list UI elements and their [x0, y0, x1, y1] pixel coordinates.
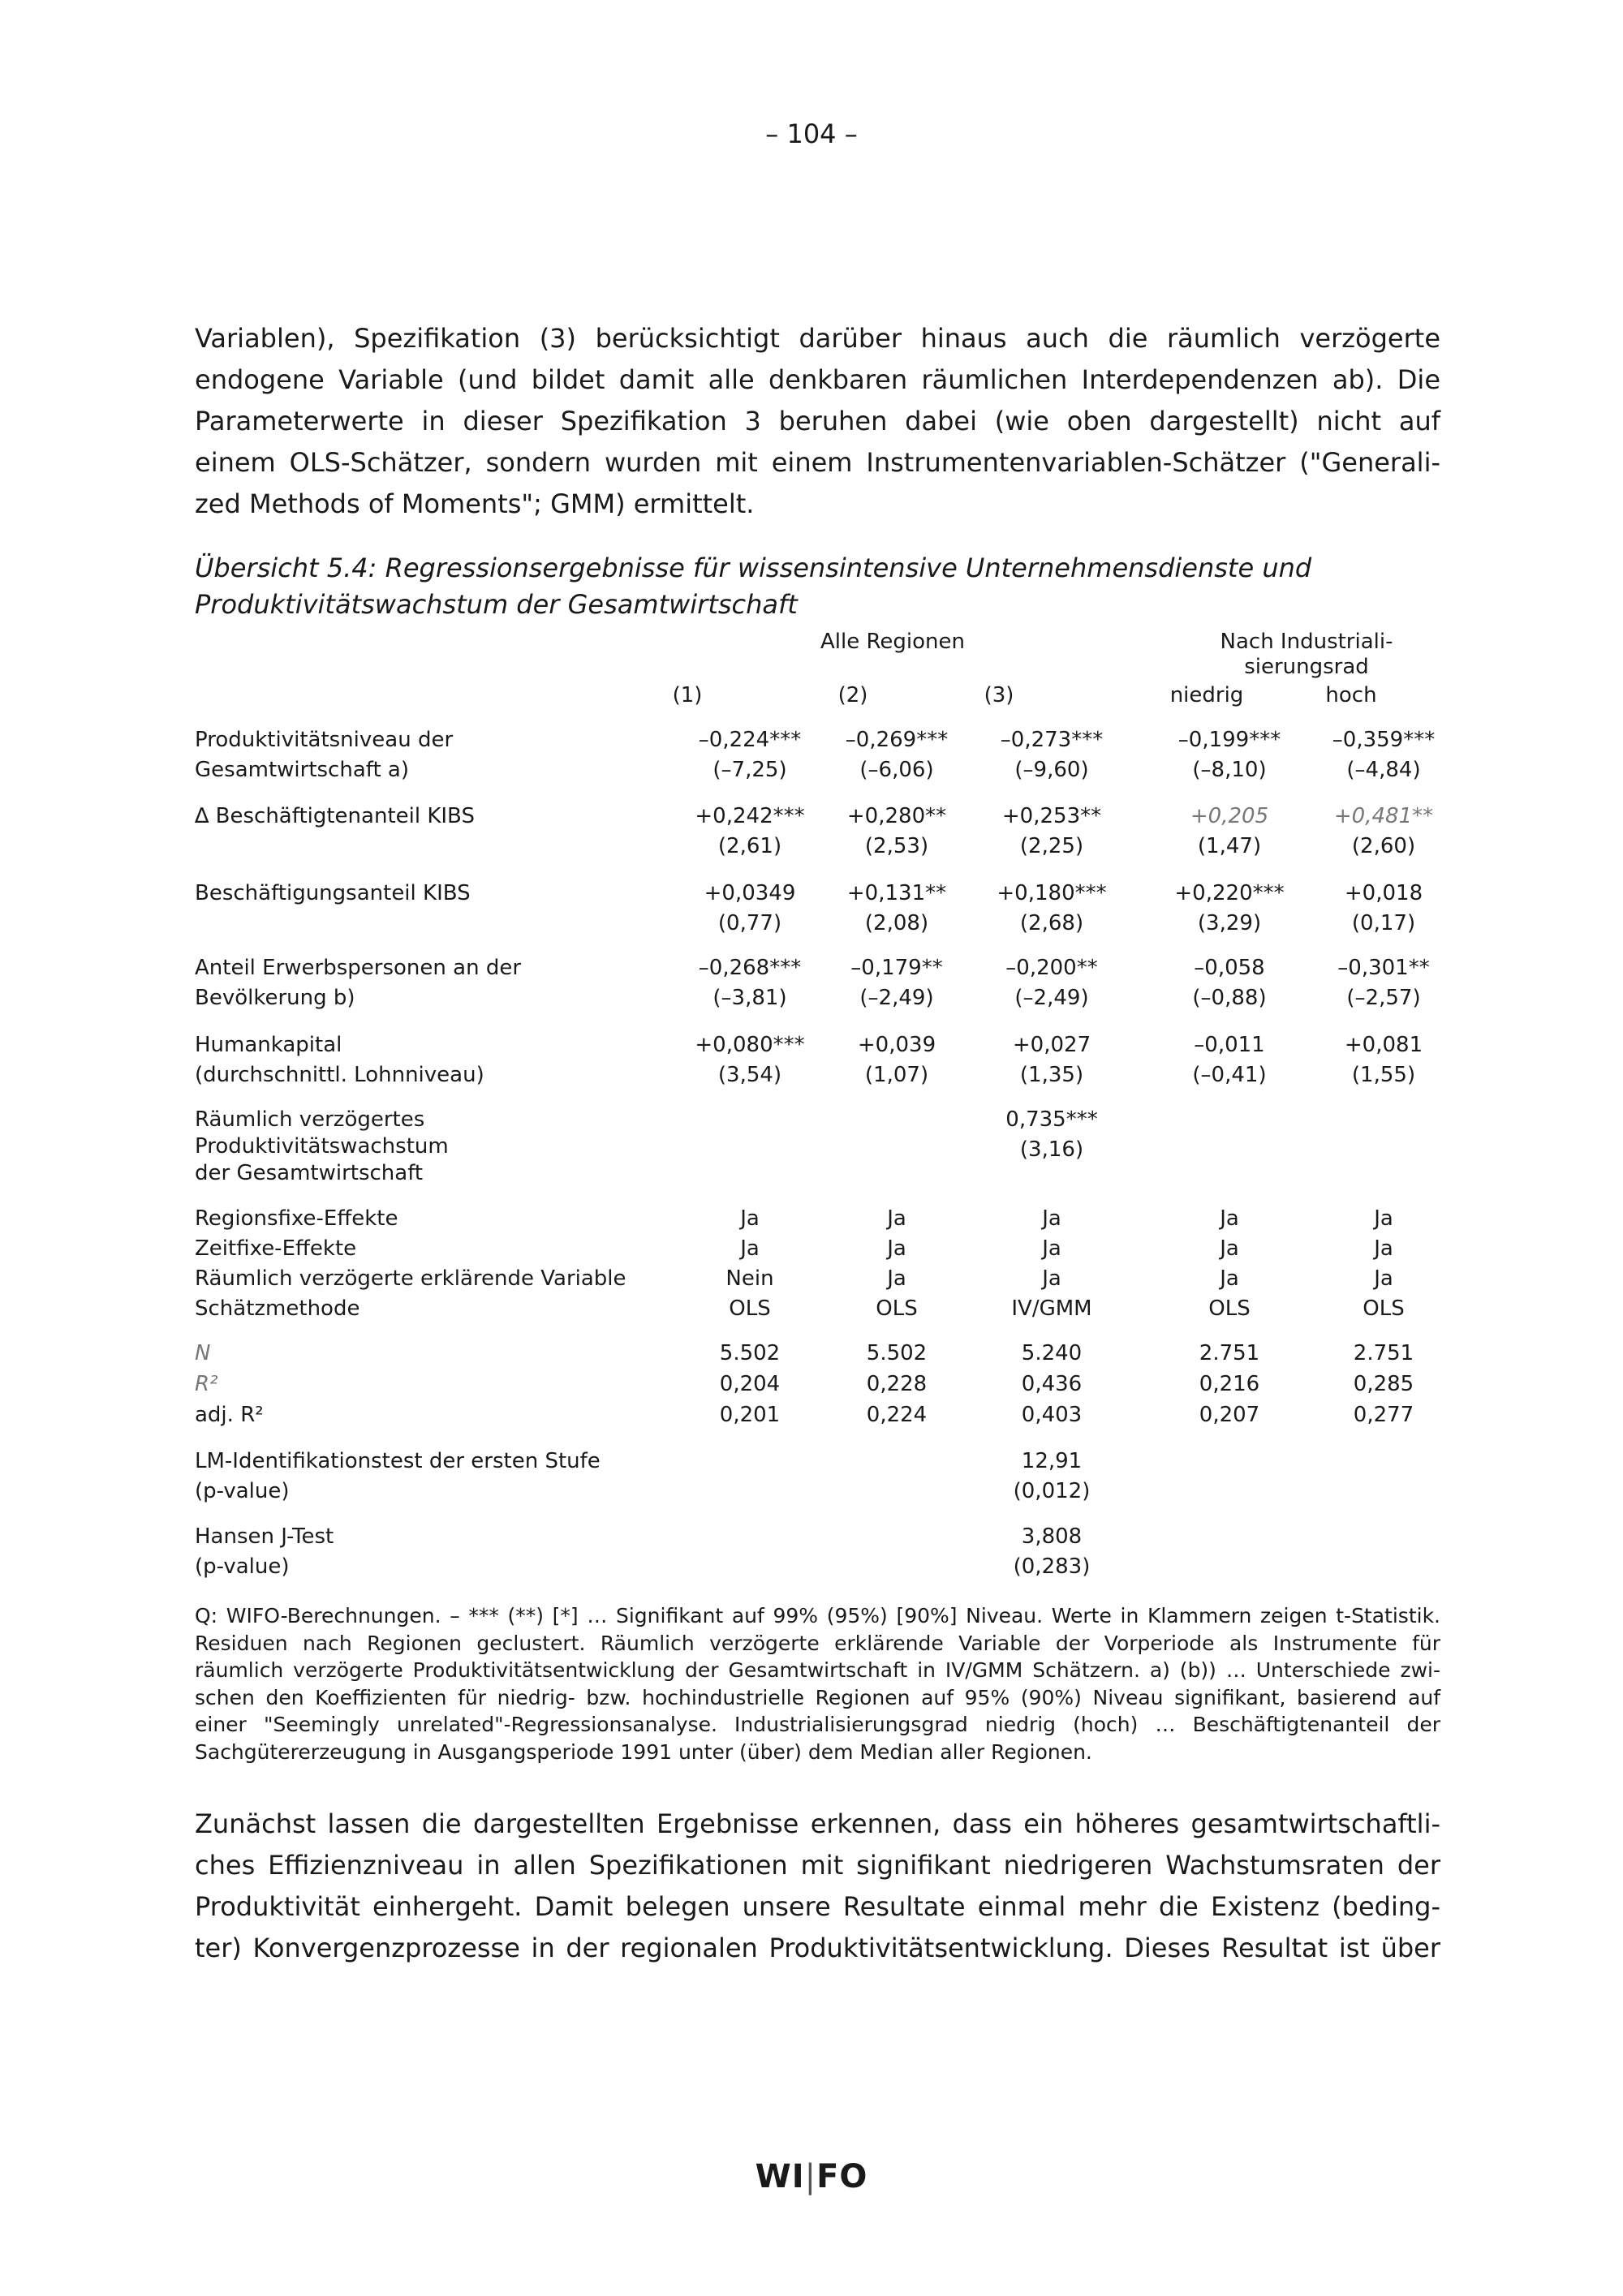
coefficient-cell: 0,216 [1199, 1372, 1260, 1396]
t-statistic-cell: (3,16) [1019, 1137, 1084, 1162]
row-label: N [195, 1341, 211, 1365]
text-line: einem OLS-Schätzer, sondern wurden mit einem Instrumentenvariablen-Schätzer ("Generali- [195, 447, 1440, 478]
row-label: Beschäftigungsanteil KIBS [195, 881, 471, 905]
caption-line: Produktivitätswachstum der Gesamtwirtschaft [195, 589, 798, 620]
t-statistic-cell: (1,55) [1351, 1063, 1416, 1087]
logo-separator: | [804, 2158, 817, 2195]
t-statistic-cell: (–3,81) [712, 986, 787, 1010]
text-line: endogene Variable (und bildet damit alle denkbaren räumlichen Interdependenzen ab). Die [195, 364, 1440, 395]
coefficient-cell: Ja [1220, 1236, 1239, 1261]
row-label: (p-value) [195, 1554, 290, 1579]
coefficient-cell: –0,269*** [845, 728, 949, 752]
t-statistic-cell: (–8,10) [1192, 758, 1267, 782]
coefficient-cell: +0,220*** [1174, 881, 1285, 905]
row-label: Schätzmethode [195, 1296, 360, 1321]
row-label: Bevölkerung b) [195, 986, 355, 1010]
text-line: Variablen), Spezifikation (3) berücksichtigt darüber hinaus auch die räumlich verzögerte [195, 323, 1440, 354]
caption-line: Übersicht 5.4: Regressionsergebnisse für wissensintensive Unternehmensdienste und [195, 553, 1312, 583]
text-line: zed Methods of Moments"; GMM) ermittelt. [195, 488, 755, 519]
row-label: (durchschnittl. Lohnniveau) [195, 1063, 484, 1087]
coefficient-cell: OLS [1363, 1296, 1405, 1321]
footnote-line: schen den Koeffizienten für niedrig- bzw. hochindustrielle Regionen auf 95% (90%) Niveau signifikant, basierend auf [195, 1685, 1440, 1709]
coefficient-cell: Ja [1374, 1206, 1393, 1231]
row-label: Räumlich verzögertes [195, 1107, 425, 1132]
t-statistic-cell: (2,53) [864, 834, 929, 858]
text-line: ter) Konvergenzprozesse in der regionalen Produktivitätsentwicklung. Dieses Resultat ist über [195, 1933, 1440, 1963]
column-header: niedrig [1169, 683, 1244, 707]
header-group-all-regions: Alle Regionen [820, 630, 965, 654]
coefficient-cell: +0,018 [1344, 881, 1423, 905]
column-header: (3) [984, 683, 1014, 707]
footnote-line: Q: WIFO-Berechnungen. – *** (**) [*] … Signifikant auf 99% (95%) [90%] Niveau. Werte in Klammern zeigen t-Statistik. [195, 1604, 1440, 1627]
t-statistic-cell: (1,07) [864, 1063, 929, 1087]
t-statistic-cell: (2,08) [864, 911, 929, 935]
column-header: hoch [1325, 683, 1377, 707]
column-header: (1) [672, 683, 703, 707]
coefficient-cell: OLS [876, 1296, 918, 1321]
text-line: Parameterwerte in dieser Spezifikation 3 beruhen dabei (wie oben dargestellt) nicht auf [195, 406, 1440, 436]
coefficient-cell: Ja [1042, 1236, 1061, 1261]
coefficient-cell: 0,285 [1353, 1372, 1414, 1396]
coefficient-cell: 2.751 [1353, 1341, 1414, 1365]
row-label: Zeitfixe-Effekte [195, 1236, 357, 1261]
text-line: Zunächst lassen die dargestellten Ergebnisse erkennen, dass ein höheres gesamtwirtschaftli- [195, 1808, 1440, 1839]
coefficient-cell: Ja [1220, 1206, 1239, 1231]
t-statistic-cell: (1,35) [1019, 1063, 1084, 1087]
row-label: Hansen J-Test [195, 1524, 334, 1549]
coefficient-cell: 5.240 [1021, 1341, 1083, 1365]
row-label: Humankapital [195, 1033, 342, 1057]
t-statistic-cell: (2,25) [1019, 834, 1084, 858]
coefficient-cell: –0,359*** [1332, 728, 1436, 752]
header-group-industrialisation [1185, 630, 1428, 680]
coefficient-cell: Ja [1374, 1236, 1393, 1261]
t-statistic-cell: (2,60) [1351, 834, 1416, 858]
coefficient-cell: 0,204 [719, 1372, 781, 1396]
row-label: LM-Identifikationstest der ersten Stufe [195, 1449, 601, 1473]
coefficient-cell: –0,179** [850, 956, 943, 980]
t-statistic-cell: (–2,49) [1014, 986, 1089, 1010]
t-statistic-cell: (–9,60) [1014, 758, 1089, 782]
row-label: der Gesamtwirtschaft [195, 1161, 424, 1185]
coefficient-cell: –0,058 [1194, 956, 1265, 980]
t-statistic-cell: (–4,84) [1346, 758, 1421, 782]
coefficient-cell: –0,224*** [698, 728, 802, 752]
text-line: Produktivität einhergeht. Damit belegen unsere Resultate einmal mehr die Existenz (beding- [195, 1891, 1440, 1922]
coefficient-cell: Ja [887, 1266, 906, 1291]
header-line: Nach Industriali- [1220, 630, 1393, 654]
coefficient-cell: Ja [1220, 1266, 1239, 1291]
coefficient-cell: –0,268*** [698, 956, 802, 980]
coefficient-cell: 0,207 [1199, 1403, 1260, 1427]
coefficient-cell: +0,205 [1190, 804, 1269, 828]
coefficient-cell: +0,0349 [704, 881, 796, 905]
coefficient-cell: +0,481** [1333, 804, 1434, 828]
wifo-logo [0, 2158, 1623, 2195]
row-label: Gesamtwirtschaft a) [195, 758, 409, 782]
coefficient-cell: +0,039 [857, 1033, 936, 1057]
coefficient-cell: –0,301** [1337, 956, 1430, 980]
t-statistic-cell: (–2,49) [859, 986, 934, 1010]
coefficient-cell: IV/GMM [1011, 1296, 1092, 1321]
t-statistic-cell: (–2,57) [1346, 986, 1421, 1010]
coefficient-cell: 0,228 [866, 1372, 928, 1396]
coefficient-cell: +0,280** [846, 804, 947, 828]
coefficient-cell: Ja [740, 1206, 760, 1231]
t-statistic-cell: (2,68) [1019, 911, 1084, 935]
t-statistic-cell: (0,012) [1013, 1479, 1091, 1503]
coefficient-cell: –0,199*** [1177, 728, 1281, 752]
t-statistic-cell: (–0,88) [1192, 986, 1267, 1010]
closing-paragraph [195, 1804, 1440, 1969]
coefficient-cell: Ja [1042, 1266, 1061, 1291]
coefficient-cell: –0,273*** [1000, 728, 1104, 752]
coefficient-cell: +0,080*** [695, 1033, 805, 1057]
coefficient-cell: 0,224 [866, 1403, 928, 1427]
t-statistic-cell: (0,77) [717, 911, 782, 935]
row-label: ∆ Beschäftigtenanteil KIBS [195, 804, 475, 828]
row-label: Produktivitätsniveau der [195, 728, 454, 752]
coefficient-cell: 2.751 [1199, 1341, 1260, 1365]
t-statistic-cell: (1,47) [1197, 834, 1262, 858]
footnote-line: einer "Seemingly unrelated"-Regressionsanalyse. Industrialisierungsgrad niedrig (hoch) … Beschäftigtenanteil der [195, 1713, 1440, 1736]
coefficient-cell: +0,180*** [997, 881, 1107, 905]
column-header: (2) [837, 683, 868, 707]
coefficient-cell: 12,91 [1021, 1449, 1083, 1473]
page-number: – 104 – [765, 118, 858, 149]
coefficient-cell: +0,242*** [695, 804, 805, 828]
coefficient-cell: 3,808 [1021, 1524, 1083, 1549]
table-footnote [195, 1602, 1440, 1765]
t-statistic-cell: (–0,41) [1192, 1063, 1267, 1087]
intro-paragraph [195, 318, 1440, 525]
coefficient-cell: +0,253** [1001, 804, 1102, 828]
coefficient-cell: +0,081 [1344, 1033, 1423, 1057]
coefficient-cell: 5.502 [719, 1341, 781, 1365]
row-label: Räumlich verzögerte erklärende Variable [195, 1266, 626, 1291]
coefficient-cell: 0,277 [1353, 1403, 1414, 1427]
footnote-line: Sachgütererzeugung in Ausgangsperiode 1991 unter (über) dem Median aller Regionen. [195, 1739, 1092, 1764]
coefficient-cell: OLS [1208, 1296, 1251, 1321]
footnote-line: Residuen nach Regionen geclustert. Räumlich verzögerte erklärende Variable der Vorperiode als Instrumente für [195, 1631, 1440, 1655]
row-label: Produktivitätswachstum [195, 1134, 449, 1159]
coefficient-cell: Nein [725, 1266, 774, 1291]
coefficient-cell: –0,200** [1005, 956, 1098, 980]
t-statistic-cell: (–6,06) [859, 758, 934, 782]
logo-text: WI [755, 2158, 805, 2195]
footnote-line: räumlich verzögerte Produktivitätsentwicklung der Gesamtwirtschaft in IV/GMM Schätzern. a) (b)) … Unterschiede zwi- [195, 1658, 1440, 1682]
coefficient-cell: +0,131** [846, 881, 947, 905]
coefficient-cell: 5.502 [866, 1341, 928, 1365]
coefficient-cell: Ja [887, 1236, 906, 1261]
t-statistic-cell: (–7,25) [712, 758, 787, 782]
coefficient-cell: –0,011 [1194, 1033, 1265, 1057]
row-label: adj. R² [195, 1403, 264, 1427]
header-line: sierungsrad [1244, 655, 1369, 679]
row-label: (p-value) [195, 1479, 290, 1503]
coefficient-cell: +0,027 [1012, 1033, 1091, 1057]
table-caption [195, 550, 1311, 623]
coefficient-cell: 0,735*** [1005, 1107, 1098, 1132]
row-label: Anteil Erwerbspersonen an der [195, 956, 522, 980]
t-statistic-cell: (2,61) [717, 834, 782, 858]
t-statistic-cell: (0,283) [1013, 1554, 1091, 1579]
t-statistic-cell: (3,29) [1197, 911, 1262, 935]
logo-text: FO [816, 2158, 868, 2195]
coefficient-cell: Ja [1374, 1266, 1393, 1291]
coefficient-cell: 0,403 [1021, 1403, 1083, 1427]
text-line: ches Effizienzniveau in allen Spezifikationen mit signifikant niedrigeren Wachstumsraten der [195, 1850, 1440, 1881]
coefficient-cell: OLS [729, 1296, 771, 1321]
row-label: Regionsfixe-Effekte [195, 1206, 398, 1231]
row-label: R² [195, 1372, 218, 1396]
coefficient-cell: Ja [887, 1206, 906, 1231]
coefficient-cell: Ja [1042, 1206, 1061, 1231]
coefficient-cell: 0,436 [1021, 1372, 1083, 1396]
t-statistic-cell: (0,17) [1351, 911, 1416, 935]
t-statistic-cell: (3,54) [717, 1063, 782, 1087]
coefficient-cell: Ja [740, 1236, 760, 1261]
coefficient-cell: 0,201 [719, 1403, 781, 1427]
